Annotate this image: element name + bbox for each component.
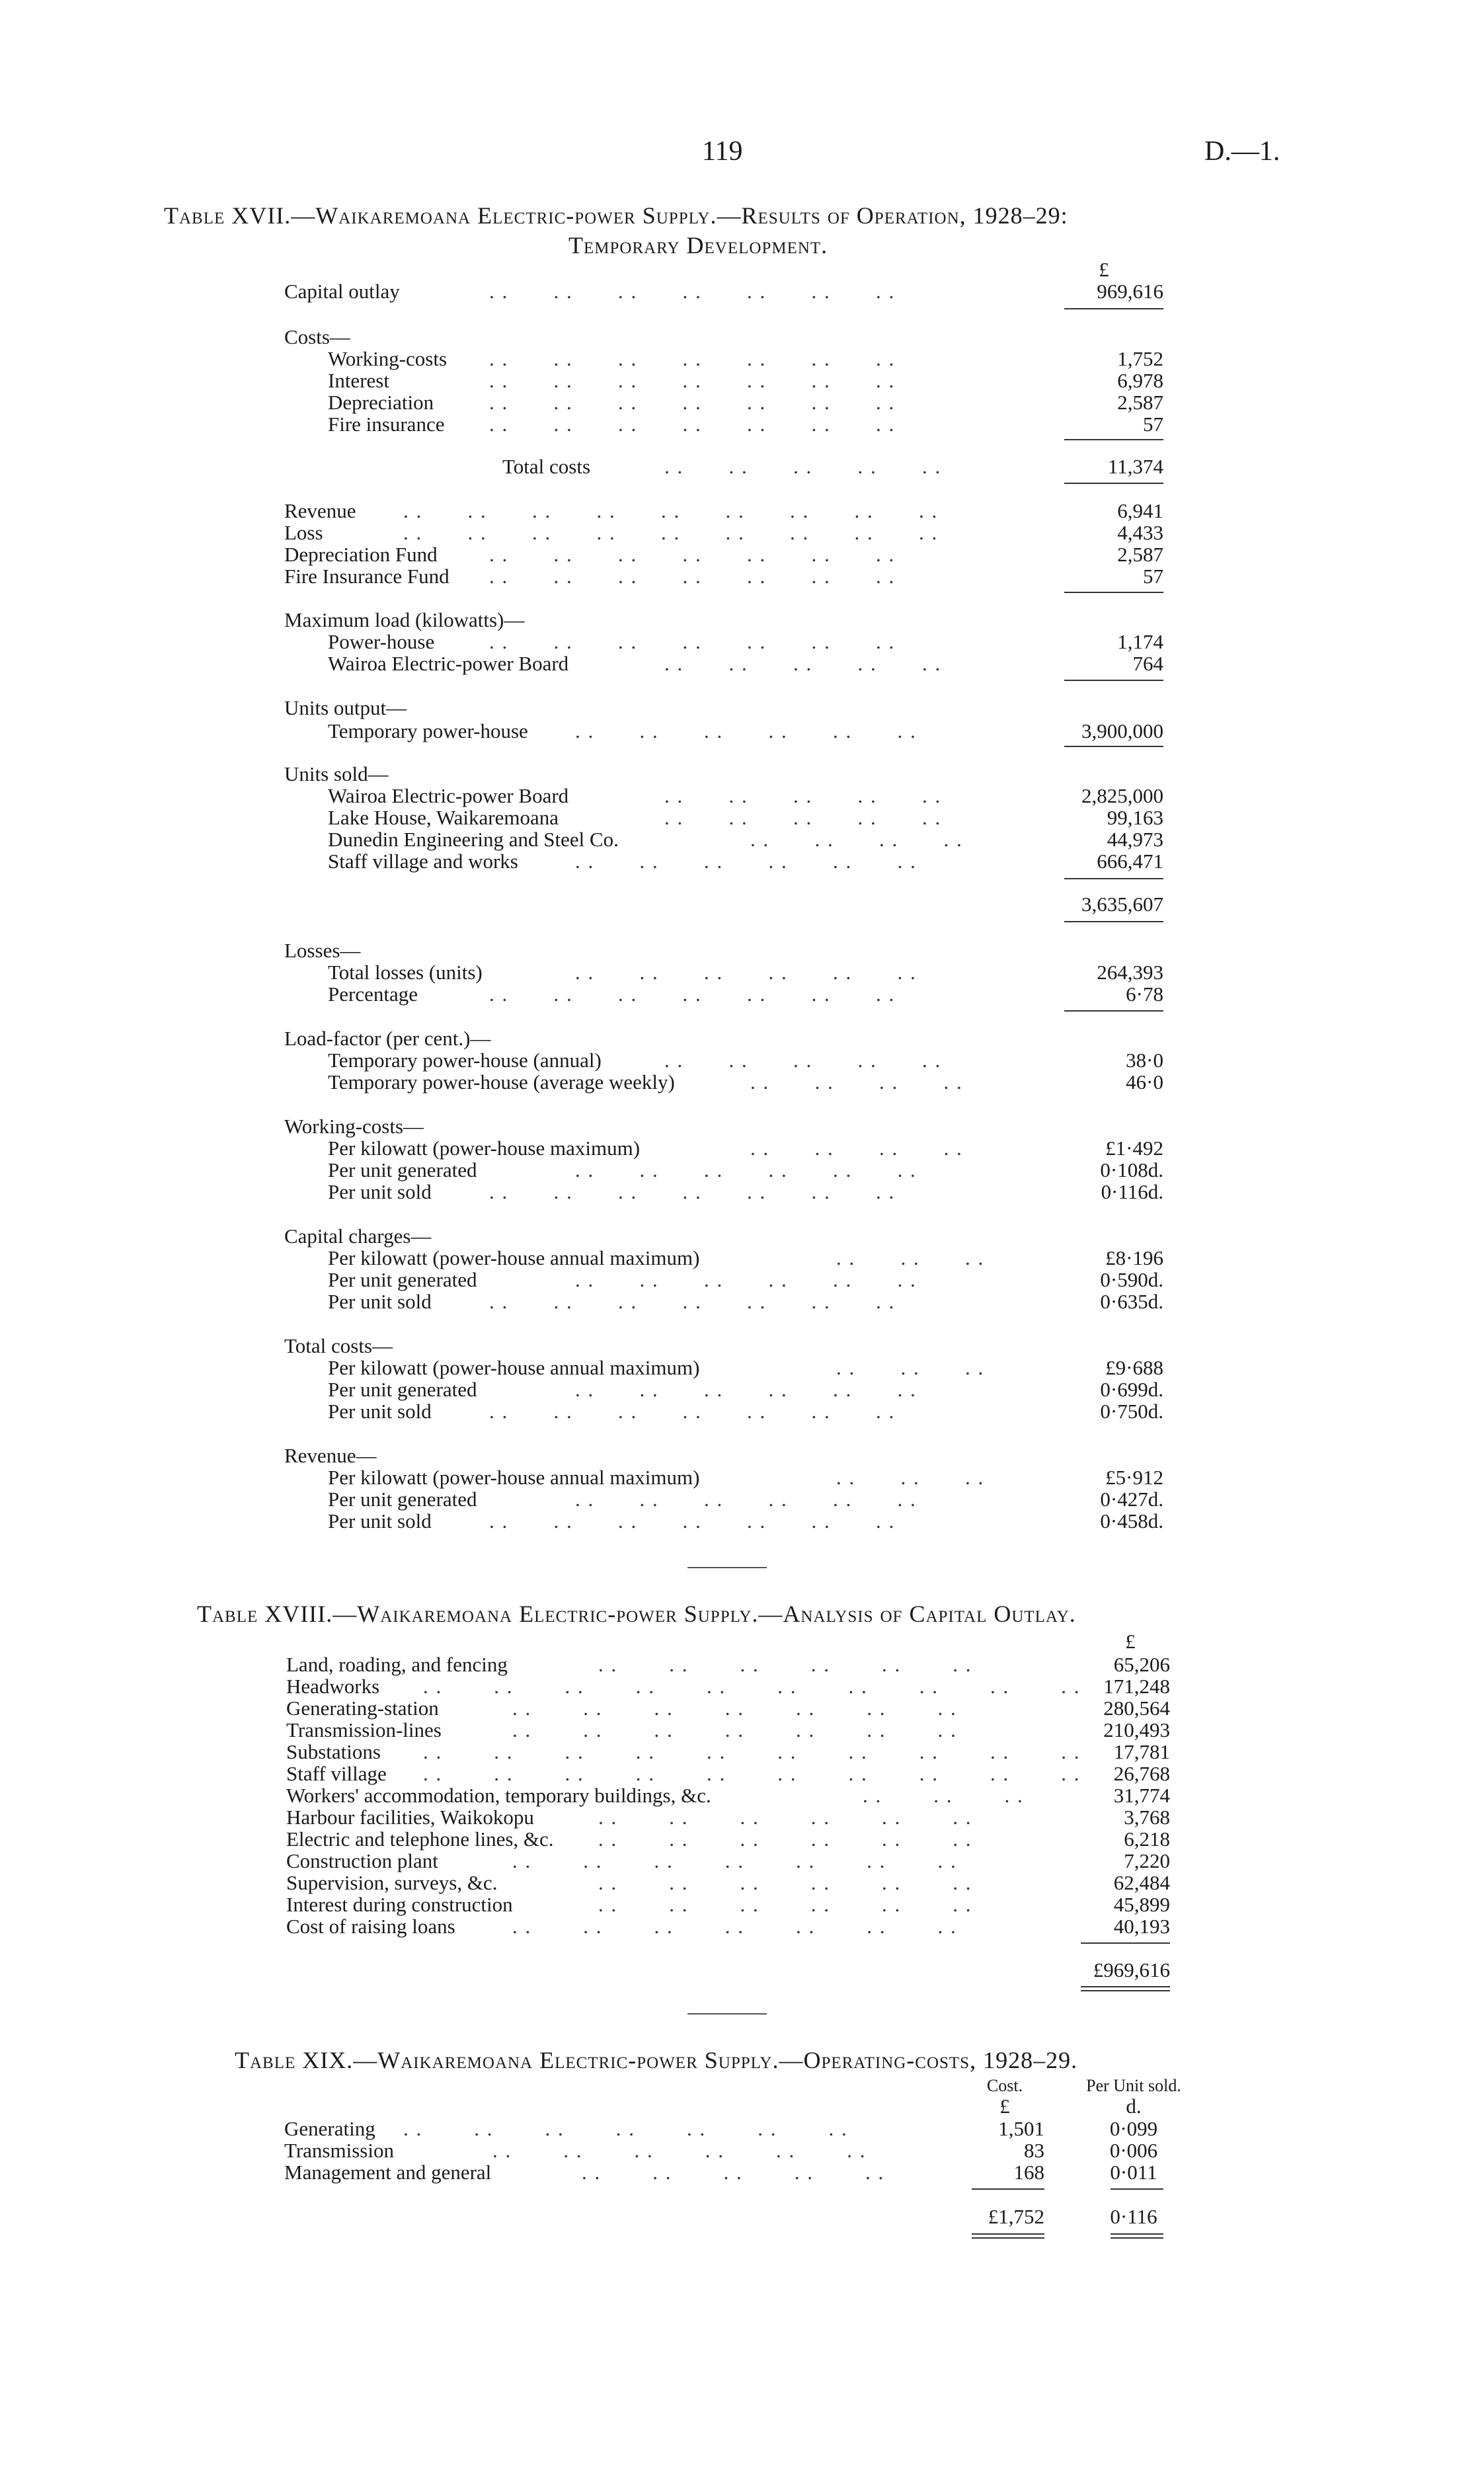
table-row [0, 2117, 1484, 2139]
page-number: 119 [702, 136, 743, 167]
row-label: Total losses (units) [328, 961, 483, 984]
cost-value: 83 [1024, 2139, 1044, 2162]
table-row [0, 2161, 1484, 2183]
leader-dots: . . . . . . . . . . . . . . . . . . [403, 521, 939, 544]
row-label: Loss [284, 521, 323, 544]
row-value: 210,493 [1103, 1718, 1170, 1741]
section-heading: Revenue— [284, 1444, 377, 1467]
leader-dots: . . . . . . . . . . . . . . . . . . . . [423, 1762, 1081, 1785]
leader-dots: . . . . . . . . . . . . [575, 1378, 917, 1401]
total-row [0, 2205, 1484, 2227]
leader-dots: . . . . . . . . . . . . [575, 1268, 917, 1291]
row-value: 1,752 [1117, 347, 1163, 370]
row-label: Dunedin Engineering and Steel Co. [328, 828, 619, 851]
row-value: 40,193 [1113, 1915, 1170, 1938]
leader-dots: . . . . . . . . . . . . . . [512, 1915, 957, 1938]
leader-dots: . . . . . . . . . . [582, 2161, 885, 2184]
leader-dots: . . . . . . . . . . . . . . . . . . . . [423, 1740, 1081, 1763]
row-label: Fire Insurance Fund [284, 565, 449, 588]
row-label: Per unit sold [328, 1290, 432, 1313]
row-label: Land, roading, and fencing [286, 1653, 508, 1676]
leader-dots: . . . . . . . . . . . . . . [489, 1180, 896, 1203]
double-rule [972, 2237, 1044, 2239]
row-label: Per unit sold [328, 1400, 432, 1423]
leader-dots: . . . . . . . . [750, 1070, 963, 1094]
leader-dots: . . . . . . [836, 1466, 985, 1489]
leader-dots: . . . . . . [863, 1784, 1024, 1807]
total-label: Total costs [502, 455, 591, 478]
section-heading: Costs— [284, 325, 350, 348]
leader-dots: . . . . . . . . . . [664, 455, 942, 478]
cost-value: 168 [1013, 2161, 1044, 2184]
total-value: 3,635,607 [1081, 893, 1163, 916]
row-value: £1·492 [1105, 1137, 1163, 1160]
leader-dots: . . . . . . [836, 1356, 985, 1379]
leader-dots: . . . . . . . . . . . . . . [489, 347, 896, 370]
leader-dots: . . . . . . . . . . . . . . . . . . [403, 499, 939, 522]
currency-header: £ [1125, 1630, 1136, 1653]
column-header-per-unit: Per Unit sold. [1086, 2076, 1181, 2095]
leader-dots: . . . . . . . . . . . . . . [489, 391, 896, 414]
row-label: Interest [328, 369, 389, 392]
leader-dots: . . . . . . . . . . . . . . . . . . . . [423, 1675, 1081, 1698]
row-label: Depreciation [328, 391, 434, 414]
row-label: Workers' accommodation, temporary buildings, &c. [286, 1784, 711, 1807]
row-value: 3,900,000 [1081, 719, 1163, 742]
row-value: 6·78 [1126, 982, 1163, 1006]
leader-dots: . . . . . . . . . . . . [575, 1488, 917, 1511]
total-value: £969,616 [1093, 1958, 1170, 1981]
section-heading: Capital charges— [284, 1224, 432, 1248]
table-17-subtitle: Temporary Development. [568, 232, 828, 259]
leader-dots: . . . . . . . . . . . . . . [489, 1400, 896, 1423]
row-label: Construction plant [286, 1849, 438, 1872]
leader-dots: . . . . . . . . . . . . . . [489, 565, 896, 588]
leader-dots: . . . . . . . . . . . . . . [489, 982, 896, 1006]
leader-dots: . . . . . . . . . . . . [492, 2139, 867, 2162]
row-label: Fire insurance [328, 413, 445, 436]
row-value: 31,774 [1113, 1784, 1170, 1807]
row-value: 0·427d. [1100, 1488, 1163, 1511]
row-label: Generating [284, 2117, 375, 2140]
row-value: 0·590d. [1100, 1268, 1163, 1291]
table-18-title: Table XVIII.—Waikaremoana Electric-power Supply.—Analysis of Capital Outlay. [197, 1601, 1076, 1627]
row-label: Generating-station [286, 1697, 439, 1720]
leader-dots: . . . . . . . . . . . . [598, 1653, 972, 1676]
row-value: 666,471 [1097, 850, 1163, 873]
row-label: Substations [286, 1740, 381, 1763]
row-label: Electric and telephone lines, &c. [286, 1827, 554, 1851]
leader-dots: . . . . . . . . . . . . . . [489, 280, 896, 303]
leader-dots: . . . . . . . . [750, 828, 963, 851]
leader-dots: . . . . . . . . . . . . [575, 961, 917, 984]
row-label: Per kilowatt (power-house annual maximum) [328, 1246, 700, 1269]
row-value: 0·108d. [1100, 1158, 1163, 1181]
leader-dots: . . . . . . . . . . . . . . [489, 630, 896, 653]
row-value: 969,616 [1097, 280, 1163, 303]
column-header-cost: Cost. [986, 2076, 1023, 2095]
row-label: Temporary power-house [328, 719, 528, 742]
row-value: £9·688 [1105, 1356, 1163, 1379]
row-value: 26,768 [1113, 1762, 1170, 1785]
leader-dots: . . . . . . . . . . [664, 784, 942, 807]
total-per-unit-value: 0·116 [1110, 2205, 1157, 2228]
column-unit-per-unit: d. [1126, 2095, 1142, 2118]
rule [1111, 2188, 1163, 2190]
column-unit-cost: £ [999, 2095, 1010, 2118]
leader-dots: . . . . . . . . . . . . . . [512, 1718, 957, 1741]
row-value: 0·750d. [1100, 1400, 1163, 1423]
row-value: 0·635d. [1100, 1290, 1163, 1313]
row-label: Management and general [284, 2161, 492, 2184]
row-label: Depreciation Fund [284, 543, 438, 566]
leader-dots: . . . . . . . . . . . . [598, 1871, 972, 1894]
leader-dots: . . . . . . . . . . . . [575, 719, 917, 742]
cost-value: 1,501 [998, 2117, 1044, 2140]
leader-dots: . . . . . . . . [750, 1137, 963, 1160]
row-value: 171,248 [1103, 1675, 1170, 1698]
rule [972, 2188, 1044, 2190]
row-value: 280,564 [1103, 1697, 1170, 1720]
row-label: Wairoa Electric-power Board [328, 784, 569, 807]
row-value: 17,781 [1113, 1740, 1170, 1763]
row-label: Headworks [286, 1675, 380, 1698]
row-label: Staff village [286, 1762, 387, 1785]
table-row [0, 2139, 1484, 2161]
row-value: 6,218 [1124, 1827, 1170, 1851]
section-heading: Losses— [284, 939, 361, 962]
row-label: Lake House, Waikaremoana [328, 806, 559, 829]
row-value: 0·699d. [1100, 1378, 1163, 1401]
table-19-title: Table XIX.—Waikaremoana Electric-power Supply.—Operating-costs, 1928–29. [235, 2047, 1078, 2073]
currency-header: £ [1099, 258, 1109, 281]
row-value: 57 [1143, 413, 1163, 436]
row-value: 65,206 [1113, 1653, 1170, 1676]
row-value: 264,393 [1097, 961, 1163, 984]
row-label: Transmission-lines [286, 1718, 442, 1741]
document-reference: D.—1. [1204, 136, 1280, 167]
per-unit-value: 0·011 [1110, 2161, 1157, 2184]
row-value: 4,433 [1117, 521, 1163, 544]
leader-dots: . . . . . . . . . . . . . . [489, 413, 896, 436]
leader-dots: . . . . . . . . . . . . . . [512, 1849, 957, 1872]
row-label: Power-house [328, 630, 435, 653]
leader-dots: . . . . . . . . . . . . [598, 1827, 972, 1851]
row-label: Per unit sold [328, 1180, 432, 1203]
row-value: 57 [1143, 565, 1163, 588]
row-label: Per kilowatt (power-house maximum) [328, 1137, 641, 1160]
leader-dots: . . . . . . . . . . [664, 652, 942, 675]
row-label: Temporary power-house (annual) [328, 1049, 602, 1072]
leader-dots: . . . . . . . . . . . . . . [403, 2117, 848, 2140]
leader-dots: . . . . . . . . . . . . . . [489, 369, 896, 392]
row-value: 2,825,000 [1081, 784, 1163, 807]
leader-dots: . . . . . . . . . . . . . . [489, 543, 896, 566]
row-value: 3,768 [1124, 1806, 1170, 1829]
row-value: 6,941 [1117, 499, 1163, 522]
double-rule [972, 2233, 1044, 2235]
row-value: 38·0 [1126, 1049, 1163, 1072]
row-label: Per unit generated [328, 1268, 477, 1291]
row-value: 45,899 [1113, 1893, 1170, 1916]
row-label: Per kilowatt (power-house annual maximum) [328, 1466, 700, 1489]
row-label: Staff village and works [328, 850, 518, 873]
row-label: Wairoa Electric-power Board [328, 652, 569, 675]
row-value: 0·116d. [1101, 1180, 1163, 1203]
row-label: Per unit generated [328, 1158, 477, 1181]
row-value: 0·458d. [1100, 1509, 1163, 1533]
table-17-title: Table XVII.—Waikaremoana Electric-power Supply.—Results of Operation, 1928–29: [164, 202, 1068, 229]
row-value: 764 [1132, 652, 1163, 675]
row-label: Supervision, surveys, &c. [286, 1871, 498, 1894]
leader-dots: . . . . . . . . . . . . . . [489, 1509, 896, 1533]
row-label: Working-costs [328, 347, 448, 370]
row-value: 7,220 [1124, 1849, 1170, 1872]
per-unit-value: 0·006 [1109, 2139, 1158, 2162]
leader-dots: . . . . . . . . . . . . [598, 1806, 972, 1829]
row-value: £8·196 [1105, 1246, 1163, 1269]
row-value: 46·0 [1126, 1070, 1163, 1094]
section-heading: Load-factor (per cent.)— [284, 1027, 491, 1050]
row-label: Per unit generated [328, 1378, 477, 1401]
row-value: £5·912 [1105, 1466, 1163, 1489]
section-heading: Units output— [284, 696, 407, 719]
double-rule [1111, 2237, 1163, 2239]
leader-dots: . . . . . . . . . . [664, 1049, 942, 1072]
per-unit-value: 0·099 [1109, 2117, 1158, 2140]
section-heading: Working-costs— [284, 1115, 424, 1138]
leader-dots: . . . . . . . . . . . . . . [489, 1290, 896, 1313]
row-label: Revenue [284, 499, 356, 522]
row-label: Transmission [284, 2139, 394, 2162]
leader-dots: . . . . . . [836, 1246, 985, 1269]
row-value: 2,587 [1117, 391, 1163, 414]
row-label: Per unit sold [328, 1509, 432, 1533]
row-label: Capital outlay [284, 280, 400, 303]
leader-dots: . . . . . . . . . . . . [598, 1893, 972, 1916]
leader-dots: . . . . . . . . . . . . [575, 850, 917, 873]
row-value: 2,587 [1117, 543, 1163, 566]
leader-dots: . . . . . . . . . . . . . . [512, 1697, 957, 1720]
row-label: Per kilowatt (power-house annual maximum) [328, 1356, 700, 1379]
row-value: 44,973 [1107, 828, 1163, 851]
row-label: Percentage [328, 982, 418, 1006]
section-heading: Maximum load (kilowatts)— [284, 608, 525, 631]
total-cost-value: £1,752 [988, 2205, 1044, 2228]
row-label: Per unit generated [328, 1488, 477, 1511]
row-value: 62,484 [1113, 1871, 1170, 1894]
row-value: 99,163 [1107, 806, 1163, 829]
total-value: 11,374 [1107, 455, 1163, 478]
row-value: 6,978 [1117, 369, 1163, 392]
double-rule [1111, 2233, 1163, 2235]
leader-dots: . . . . . . . . . . . . [575, 1158, 917, 1181]
leader-dots: . . . . . . . . . . [664, 806, 942, 829]
section-heading: Units sold— [284, 762, 389, 785]
row-label: Temporary power-house (average weekly) [328, 1070, 675, 1094]
row-label: Harbour facilities, Waikokopu [286, 1806, 534, 1829]
row-label: Interest during construction [286, 1893, 513, 1916]
row-value: 1,174 [1117, 630, 1163, 653]
row-label: Cost of raising loans [286, 1915, 455, 1938]
section-heading: Total costs— [284, 1334, 393, 1357]
